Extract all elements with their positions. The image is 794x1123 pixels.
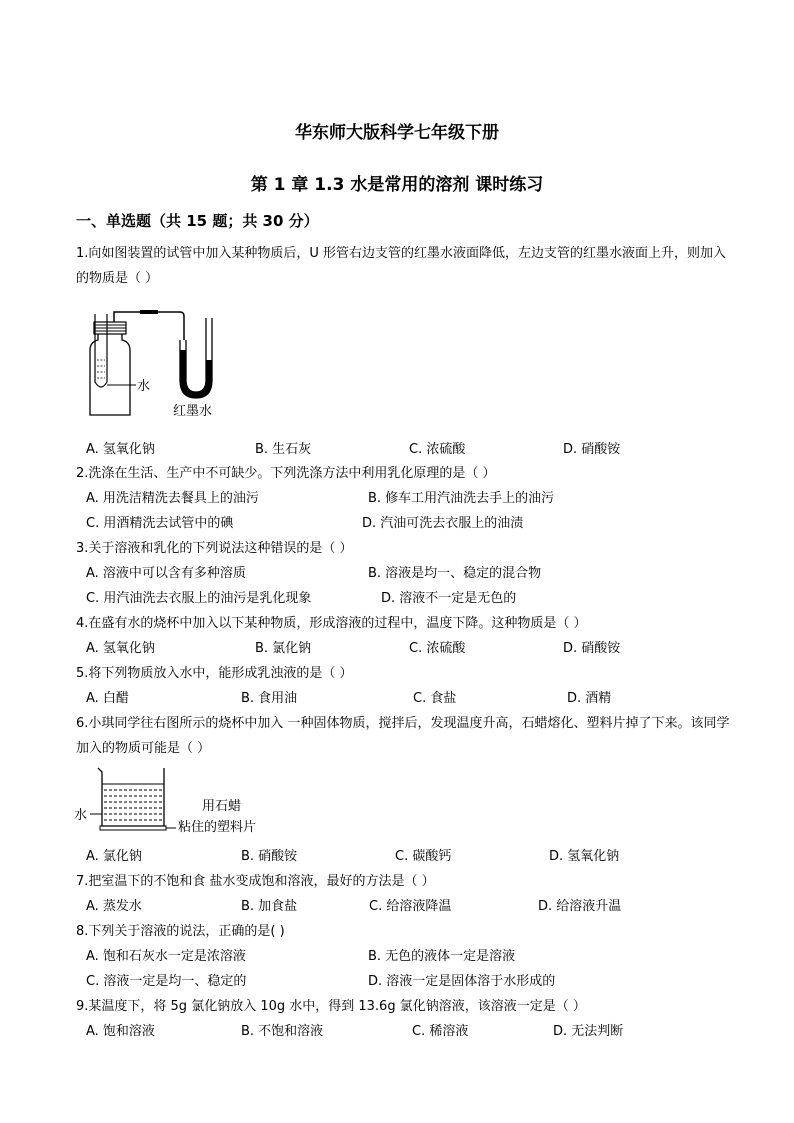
- wax-label: 用石蜡: [202, 799, 242, 814]
- document-subtitle: 第 1 章 1.3 水是常用的溶剂 课时练习: [250, 175, 544, 195]
- question-2-option-b[interactable]: B. 修车工用汽油洗去手上的油污: [368, 491, 555, 506]
- question-5-option-c[interactable]: C. 食盐: [413, 691, 457, 706]
- question-7-option-d[interactable]: D. 给溶液升温: [538, 899, 622, 914]
- question-2-stem: 2.洗涤在生活、生产中不可缺少。下列洗涤方法中利用乳化原理的是（ ）: [76, 466, 496, 481]
- question-3-option-b[interactable]: B. 溶液是均一、稳定的混合物: [368, 566, 542, 581]
- question-9-option-d[interactable]: D. 无法判断: [553, 1024, 624, 1039]
- question-1-option-d[interactable]: D. 硝酸铵: [563, 442, 621, 457]
- question-4-option-d[interactable]: D. 硝酸铵: [563, 641, 621, 656]
- question-6-option-c[interactable]: C. 碳酸钙: [395, 849, 452, 864]
- question-1-stem: 1.向如图装置的试管中加入某种物质后，U 形管右边支管的红墨水液面降低，左边支管的红墨水液面上升，则加入的物质是（ ）: [76, 246, 727, 286]
- question-2-option-c[interactable]: C. 用酒精洗去试管中的碘: [86, 516, 234, 531]
- question-3-stem: 3.关于溶液和乳化的下列说法这种错误的是（ ）: [76, 541, 353, 556]
- document-title: 华东师大版科学七年级下册: [295, 123, 499, 143]
- question-8-option-b[interactable]: B. 无色的液体一定是溶液: [368, 949, 516, 964]
- question-9-stem: 9.某温度下，将 5g 氯化钠放入 10g 水中，得到 13.6g 氯化钠溶液，该溶液一定是（ ）: [76, 999, 586, 1014]
- question-8-option-c[interactable]: C. 溶液一定是均一、稳定的: [86, 974, 247, 989]
- question-8-option-a[interactable]: A. 饱和石灰水一定是浓溶液: [86, 949, 246, 964]
- question-6-option-d[interactable]: D. 氢氧化钠: [549, 849, 620, 864]
- question-7-stem: 7.把室温下的不饱和食 盐水变成饱和溶液，最好的方法是（ ）: [76, 874, 435, 889]
- beaker: [98, 768, 164, 826]
- question-2-option-a[interactable]: A. 用洗洁精洗去餐具上的油污: [86, 491, 259, 506]
- water-label: 水: [74, 808, 88, 823]
- question-5-option-d[interactable]: D. 酒精: [567, 691, 612, 706]
- question-6-option-b[interactable]: B. 硝酸铵: [241, 849, 298, 864]
- red-ink: [180, 350, 212, 398]
- question-1-option-b[interactable]: B. 生石灰: [255, 442, 312, 457]
- question-4-option-b[interactable]: B. 氯化钠: [255, 641, 312, 656]
- question-2-option-d[interactable]: D. 汽油可洗去衣服上的油渍: [362, 516, 524, 531]
- red-ink-label: 红墨水: [173, 404, 213, 419]
- question-3-option-a[interactable]: A. 溶液中可以含有多种溶质: [86, 566, 246, 581]
- question-7-option-b[interactable]: B. 加食盐: [241, 899, 298, 914]
- question-7-option-a[interactable]: A. 蒸发水: [86, 899, 142, 914]
- question-9-option-a[interactable]: A. 饱和溶液: [86, 1024, 155, 1039]
- question-1-option-c[interactable]: C. 浓硫酸: [409, 442, 466, 457]
- question-1-option-a[interactable]: A. 氢氧化钠: [86, 442, 155, 457]
- question-5-stem: 5.将下列物质放入水中，能形成乳浊液的是（ ）: [76, 666, 353, 681]
- question-4-option-c[interactable]: C. 浓硫酸: [409, 641, 466, 656]
- plastic-sheet-label: 粘住的塑料片: [178, 820, 257, 835]
- question-3-option-c[interactable]: C. 用汽油洗去衣服上的油污是乳化现象: [86, 591, 312, 606]
- section-heading: 一、单选题（共 15 题；共 30 分）: [76, 212, 319, 230]
- question-6-option-a[interactable]: A. 氯化钠: [86, 849, 142, 864]
- question-9-option-c[interactable]: C. 稀溶液: [412, 1024, 469, 1039]
- question-5-option-a[interactable]: A. 白醋: [86, 691, 129, 706]
- question-5-option-b[interactable]: B. 食用油: [241, 691, 298, 706]
- question-8-stem: 8.下列关于溶液的说法，正确的是( ): [76, 924, 285, 939]
- question-6-stem: 6.小琪同学往右图所示的烧杯中加入 一种固体物质，搅拌后，发现温度升高，石蜡熔化、塑料片掉了下来。该同学加入的物质可能是（ ）: [76, 716, 730, 756]
- bottle-outline: [90, 330, 130, 415]
- question-9-option-b[interactable]: B. 不饱和溶液: [241, 1024, 324, 1039]
- question-8-option-d[interactable]: D. 溶液一定是固体溶于水形成的: [368, 974, 556, 989]
- question-4-stem: 4.在盛有水的烧杯中加入以下某种物质，形成溶液的过程中，温度下降。这种物质是（ ）: [76, 616, 587, 631]
- water-label: 水: [137, 379, 151, 394]
- question-4-option-a[interactable]: A. 氢氧化钠: [86, 641, 155, 656]
- question-6-figure: [72, 762, 282, 837]
- question-7-option-c[interactable]: C. 给溶液降温: [369, 899, 452, 914]
- question-3-option-d[interactable]: D. 溶液不一定是无色的: [381, 591, 517, 606]
- question-1-figure: [70, 300, 250, 425]
